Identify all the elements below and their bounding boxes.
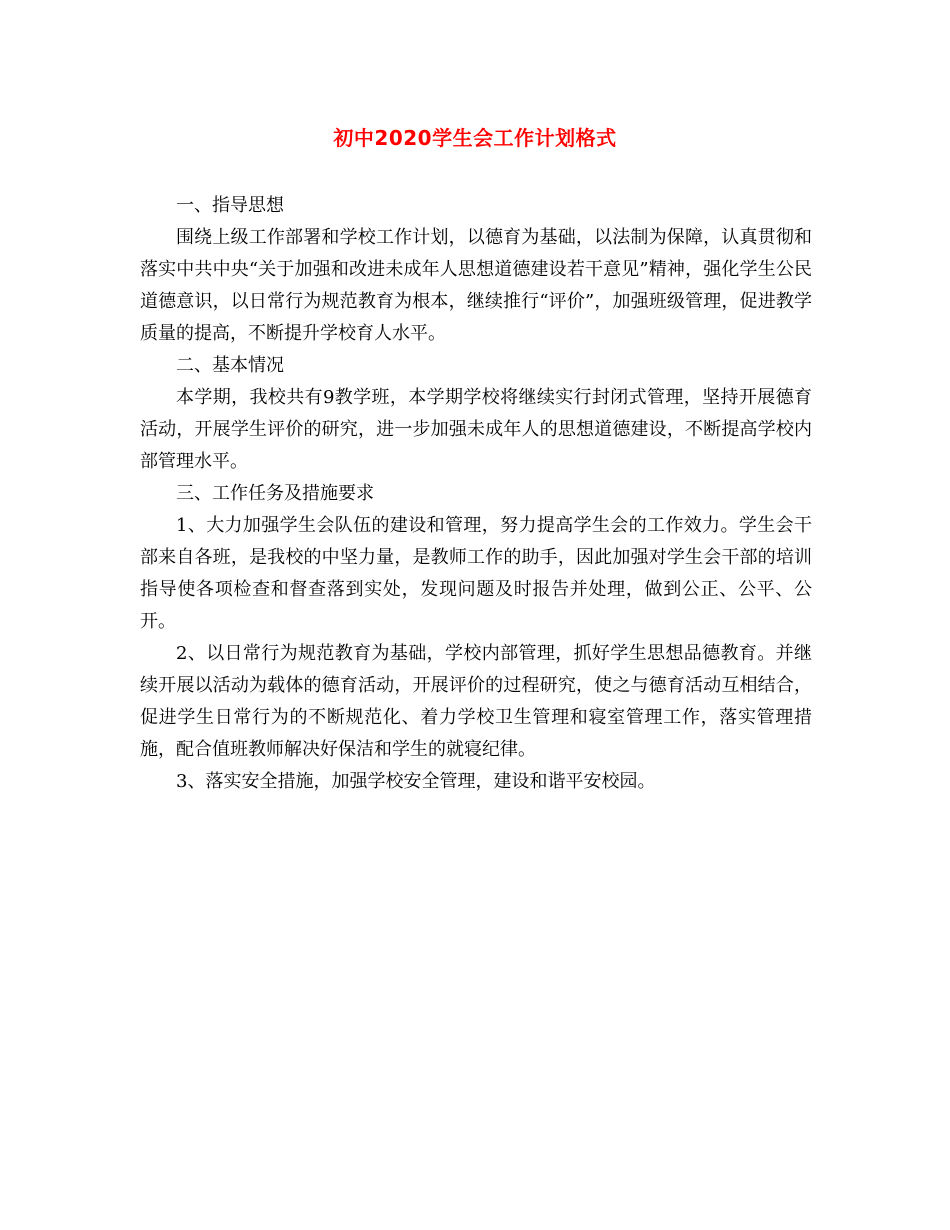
document-body bbox=[140, 190, 812, 798]
paragraph-basic-situation: 本学期，我校共有9教学班，本学期学校将继续实行封闭式管理，坚持开展德育活动，开展学生评价的研究，进一步加强未成年人的思想道德建设，不断提高学校内部管理水平。 bbox=[140, 387, 812, 472]
section-heading-tasks-measures: 三、工作任务及措施要求 bbox=[176, 483, 374, 504]
paragraph-task-2: 2、以日常行为规范教育为基础，学校内部管理，抓好学生思想品德教育。并继续开展以活动为载体的德育活动，开展评价的过程研究，使之与德育活动互相结合，促进学生日常行为的不断规范化、着力学校卫生管理和寝室管理工作，落实管理措施，配合值班教师解决好保洁和学生的就寝纪律。 bbox=[140, 643, 812, 760]
section-heading-guiding-ideology: 一、指导思想 bbox=[176, 195, 284, 216]
paragraph-task-3: 3、落实安全措施，加强学校安全管理，建设和谐平安校园。 bbox=[176, 771, 656, 792]
document-title: 初中2020学生会工作计划格式 bbox=[333, 126, 617, 150]
paragraph-guiding-ideology: 围绕上级工作部署和学校工作计划，以德育为基础，以法制为保障，认真贯彻和落实中共中央“关于加强和改进未成年人思想道德建设若干意见”精神，强化学生公民道德意识，以日常行为规范教育为根本，继续推行“评价”，加强班级管理，促进教学质量的提高，不断提升学校育人水平。 bbox=[140, 227, 812, 344]
paragraph-task-1: 1、大力加强学生会队伍的建设和管理，努力提高学生会的工作效力。学生会干部来自各班，是我校的中坚力量，是教师工作的助手，因此加强对学生会干部的培训指导使各项检查和督查落到实处，发现问题及时报告并处理，做到公正、公平、公开。 bbox=[140, 515, 812, 632]
section-heading-basic-situation: 二、基本情况 bbox=[176, 355, 284, 376]
